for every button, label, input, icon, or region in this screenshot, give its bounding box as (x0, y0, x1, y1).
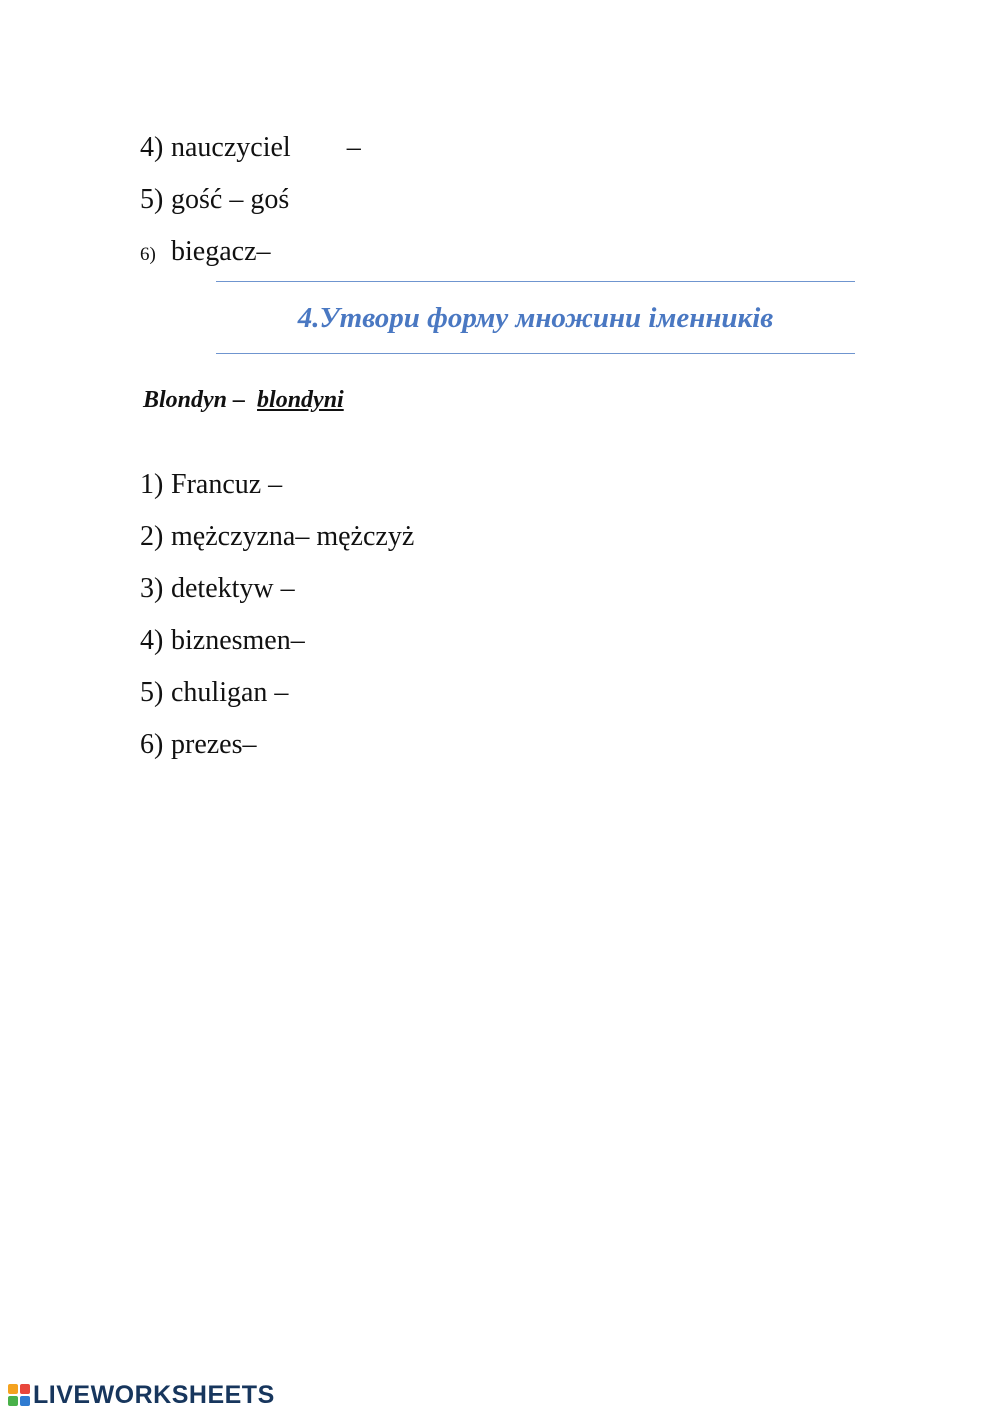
list-item (112, 694, 257, 796)
item-text: detektyw – (171, 573, 295, 604)
item-text: nauczyciel – (171, 132, 361, 163)
logo-square (20, 1396, 30, 1406)
logo-square (8, 1396, 18, 1406)
item-number: 1) (140, 469, 164, 500)
item-number: 5) (140, 184, 164, 215)
item-text: mężczyzna– mężczyż (171, 521, 415, 552)
section-heading: 4.Утвори форму множини іменників (297, 302, 774, 334)
logo-square (20, 1384, 30, 1394)
item-text: biegacz– (171, 236, 271, 267)
item-number: 2) (140, 521, 164, 552)
item-number: 4) (140, 625, 164, 656)
item-text: biznesmen– (171, 625, 305, 656)
list-item (112, 201, 271, 306)
logo-text: LIVEWORKSHEETS (33, 1380, 275, 1409)
example-answer: blondyni (257, 387, 344, 413)
item-number: 4) (140, 132, 164, 163)
item-text: prezes– (171, 729, 257, 760)
item-text: gość – goś (171, 184, 290, 215)
item-number: 3) (140, 573, 164, 604)
example-word: Blondyn – (143, 387, 258, 413)
heading-bottom-rule (216, 353, 855, 354)
liveworksheets-grid-icon (8, 1384, 30, 1406)
heading-top-rule (216, 281, 855, 282)
item-text: chuligan – (171, 677, 289, 708)
item-number: 5) (140, 677, 164, 708)
logo-square (8, 1384, 18, 1394)
example-line (143, 384, 344, 416)
item-number: 6) (140, 729, 164, 760)
item-text: Francuz – (171, 469, 283, 500)
item-number: 6) (140, 244, 156, 265)
liveworksheets-logo[interactable] (8, 1380, 275, 1410)
